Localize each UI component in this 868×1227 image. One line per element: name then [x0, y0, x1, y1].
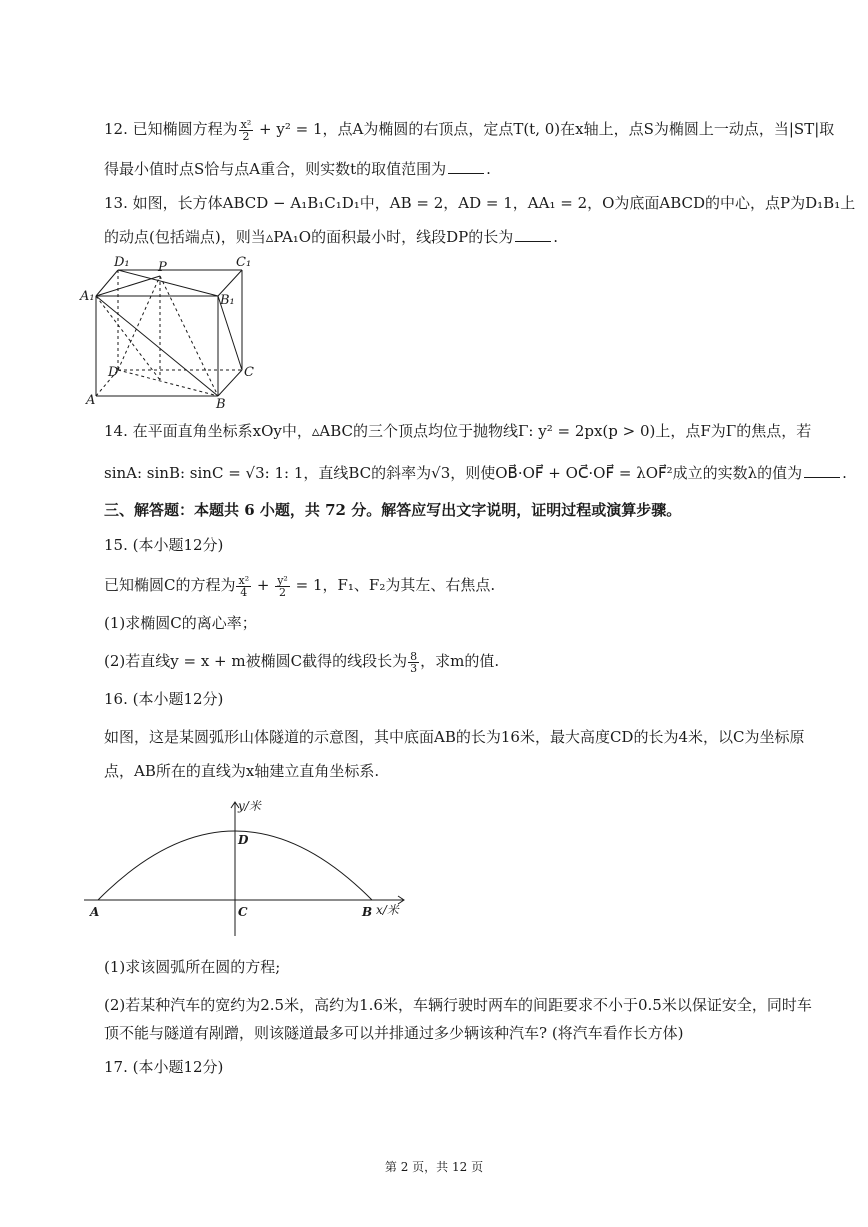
- segment-a1p: [96, 276, 160, 296]
- label-p: P: [158, 260, 167, 275]
- q15-f2-den: 2: [279, 585, 287, 599]
- q12-text-b: + y² = 1，点A为椭圆的右顶点，定点T(t, 0)在x轴上，点S为椭圆上一动点，当|ST|取: [254, 120, 835, 138]
- q12-frac-num: x²: [240, 117, 252, 131]
- q17-heading: 17. (本小题12分): [104, 1058, 224, 1076]
- q16-heading: 16. (本小题12分): [104, 690, 224, 708]
- tunnel-figure: [84, 796, 420, 944]
- q15-f3-num: 8: [410, 649, 418, 663]
- q15-frac-y: [275, 575, 290, 598]
- q15-stem: [104, 574, 495, 598]
- q12-line2: 得最小值时点S恰与点A重合，则实数t的取值范围为 .: [104, 160, 491, 178]
- point-c-label: C: [238, 905, 248, 919]
- q13-text-2: 的动点(包括端点)，则当▵PA₁O的面积最小时，线段DP的长为: [104, 228, 514, 246]
- q15-stem-a: 已知椭圆C的方程为: [104, 576, 236, 594]
- q13-line2: 的动点(包括端点)，则当▵PA₁O的面积最小时，线段DP的长为 .: [104, 228, 558, 246]
- q15-plus: +: [252, 576, 275, 594]
- cuboid-figure: [78, 252, 268, 414]
- y-axis-label: y/米: [238, 799, 261, 813]
- q13-line1: 13. 如图，长方体ABCD − A₁B₁C₁D₁中，AB = 2，AD = 1，AA₁ = 2，O为底面ABCD的中心，点P为D₁B₁上: [104, 194, 856, 212]
- segment-d1b1: [118, 270, 218, 296]
- segment-a1b: [96, 296, 218, 396]
- label-d: D: [108, 365, 119, 380]
- q14-answer-blank: [804, 463, 840, 478]
- segment-a1o: [96, 296, 160, 380]
- q16-part1: (1)求该圆弧所在圆的方程;: [104, 958, 281, 976]
- q12-fraction: [239, 119, 254, 142]
- label-a: A: [86, 393, 96, 408]
- q15-f1-den: 4: [240, 585, 248, 599]
- q16-part2-line2: 顶不能与隧道有剐蹭，则该隧道最多可以并排通过多少辆该种汽车? (将汽车看作长方体): [104, 1024, 684, 1042]
- q12-text-a: 12. 已知椭圆方程为: [104, 120, 238, 138]
- label-b: B: [216, 397, 226, 412]
- q12-text-2: 得最小值时点S恰与点A重合，则实数t的取值范围为: [104, 160, 447, 178]
- q12-line1: [104, 118, 834, 142]
- q12-frac-den: 2: [242, 129, 250, 143]
- q14-line2: sinA: sinB: sinC = √3: 1: 1，直线BC的斜率为√3，则使OB⃗·OF⃗ + OC⃗·OF⃗ = λOF⃗²成立的实数λ的值为 .: [104, 464, 847, 482]
- segment-dp: [118, 276, 160, 370]
- x-axis-label: x/米: [376, 903, 399, 917]
- q16-stem2: 点，AB所在的直线为x轴建立直角坐标系.: [104, 762, 380, 780]
- section-heading: 三、解答题：本题共 6 小题，共 72 分。解答应写出文字说明，证明过程或演算步骤。: [104, 501, 682, 519]
- q15-stem-b: = 1，F₁、F₂为其左、右焦点.: [290, 576, 496, 594]
- label-c1: C₁: [236, 255, 252, 270]
- q13-answer-blank: [515, 227, 551, 242]
- q16-part2-line1: (2)若某种汽车的宽约为2.5米，高约为1.6米，车辆行驶时两车的间距要求不小于0.5米以保证安全，同时车: [104, 996, 812, 1014]
- segment-db: [118, 370, 218, 396]
- q12-answer-blank: [448, 159, 484, 174]
- page-footer: 第 2 页，共 12 页: [384, 1160, 484, 1174]
- edge-bc: [218, 370, 242, 396]
- label-a1: A₁: [80, 289, 95, 304]
- label-d1: D₁: [114, 255, 130, 270]
- point-d-label: D: [238, 833, 249, 847]
- q15-frac-x: [236, 575, 251, 598]
- point-a-label: A: [90, 905, 100, 919]
- q14-line1: 14. 在平面直角坐标系xOy中，▵ABC的三个顶点均位于抛物线Γ: y² = 2px(p > 0)上，点F为Γ的焦点，若: [104, 422, 812, 440]
- q15-f3-den: 3: [410, 661, 418, 675]
- q15-f2-num: y²: [277, 573, 288, 587]
- q15-heading: 15. (本小题12分): [104, 536, 224, 554]
- label-c: C: [244, 365, 254, 380]
- q15-f1-num: x²: [238, 573, 250, 587]
- q15-frac-len: [408, 651, 419, 674]
- q15-part2: [104, 650, 499, 674]
- q15-p2-b: ，求m的值.: [420, 652, 500, 670]
- q15-p2-a: (2)若直线y = x + m被椭圆C截得的线段长为: [104, 652, 408, 670]
- label-b1: B₁: [220, 293, 235, 308]
- q14-text-2: sinA: sinB: sinC = √3: 1: 1，直线BC的斜率为√3，则使OB⃗·OF⃗ + OC⃗·OF⃗ = λOF⃗²成立的实数λ的值为: [104, 464, 803, 482]
- q16-stem1: 如图，这是某圆弧形山体隧道的示意图，其中底面AB的长为16米，最大高度CD的长为4米，以C为坐标原: [104, 728, 805, 746]
- point-b-label: B: [362, 905, 373, 919]
- q15-part1: (1)求椭圆C的离心率；: [104, 614, 257, 632]
